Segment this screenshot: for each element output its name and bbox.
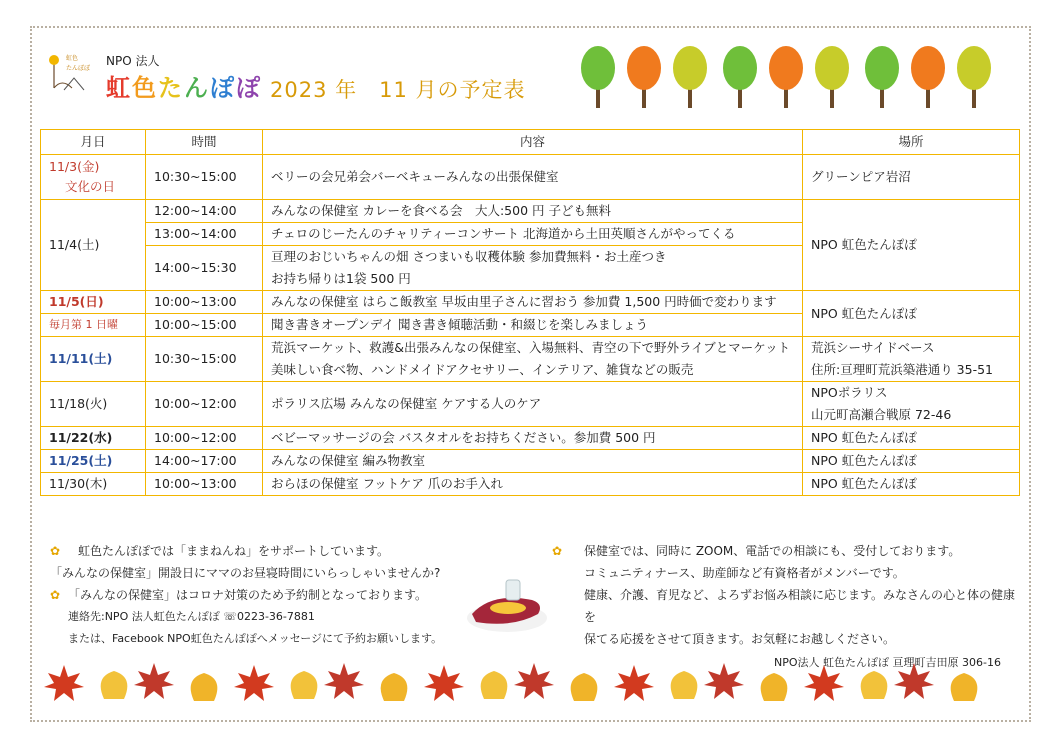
- table-header-row: [41, 130, 1020, 155]
- date-text: 11/3(金): [49, 159, 100, 174]
- date-cell: 11/4(土): [41, 200, 146, 291]
- content-cell: ベビーマッサージの会 バスタオルをお持ちください。参加費 500 円: [263, 427, 803, 450]
- column-header-time: 時間: [146, 130, 263, 155]
- content-cell: チェロのじーたんのチャリティーコンサート 北海道から土田英順さんがやってくる: [263, 223, 803, 246]
- maple-leaf-icon: [44, 665, 84, 701]
- place-cell: NPO 虹色たんぽぽ: [803, 291, 1020, 337]
- date-cell: [41, 155, 146, 200]
- dandelion-logo-icon: [44, 48, 104, 98]
- place-cell: NPO 虹色たんぽぽ: [803, 450, 1020, 473]
- tree-row: [578, 40, 1008, 112]
- note-line: または、Facebook NPO虹色たんぽぽへメッセージにて予約お願いします。: [68, 632, 443, 645]
- tree-icon: [581, 46, 615, 108]
- time-cell: 10:00~12:00: [146, 427, 263, 450]
- content-cell: みんなの保健室 はらこ飯教室 早坂由里子さんに習おう 参加費 1,500 円時価で変わります: [263, 291, 803, 314]
- svg-text:虹色: 虹色: [66, 55, 79, 62]
- org-name-char: ん: [184, 74, 210, 102]
- table-row: [41, 291, 1020, 314]
- content-cell: みんなの保健室 編み物教室: [263, 450, 803, 473]
- flower-bullet-icon: ✿: [50, 588, 61, 602]
- time-cell: 10:00~12:00: [146, 382, 263, 427]
- content-cell: みんなの保健室 カレーを食べる会 大人:500 円 子ども無料: [263, 200, 803, 223]
- svg-text:たんぽぽ: たんぽぽ: [66, 65, 91, 72]
- note-line: ✿ 保健室では、同時に ZOOM、電話での相談にも、受付しております。: [552, 540, 1022, 562]
- place-cell: NPO 虹色たんぽぽ: [803, 200, 1020, 291]
- tree-icon: [627, 46, 661, 108]
- schedule-table: [40, 129, 1020, 496]
- time-cell: 14:00~15:30: [146, 246, 263, 291]
- date-cell: 11/18(火): [41, 382, 146, 427]
- note-line: 保てる応援をさせて頂きます。お気軽にお越しください。: [584, 632, 896, 646]
- place-cell: [803, 337, 1020, 382]
- tree-icon: [865, 46, 899, 108]
- org-name: [106, 68, 262, 103]
- date-subnote: 毎月第 1 日曜: [41, 314, 146, 337]
- content-line: 美味しい食べ物、ハンドメイドアクセサリー、インテリア、雑貨などの販売: [271, 362, 694, 377]
- date-cell: 11/25(土): [41, 450, 146, 473]
- time-cell: 12:00~14:00: [146, 200, 263, 223]
- org-name-char: た: [158, 74, 184, 102]
- notes-left: [50, 540, 460, 650]
- leaf-border: [34, 655, 1024, 711]
- content-cell: ポラリス広場 みんなの保健室 ケアする人のケア: [263, 382, 803, 427]
- tree-icon: [911, 46, 945, 108]
- flower-bullet-icon: ✿: [552, 544, 563, 558]
- place-line: NPOポラリス: [811, 385, 888, 400]
- place-cell: グリーンピア岩沼: [803, 155, 1020, 200]
- content-cell: おらほの保健室 フットケア 爪のお手入れ: [263, 473, 803, 496]
- org-name-char: 虹: [106, 74, 132, 102]
- ginkgo-leaf-icon: [191, 673, 218, 701]
- maple-leaf-icon: [134, 663, 174, 699]
- tree-icon: [769, 46, 803, 108]
- place-line: 荒浜シーサイドベース: [811, 340, 935, 355]
- holiday-text: 文化の日: [65, 179, 116, 194]
- org-name-char: 色: [132, 74, 158, 102]
- tree-icon: [723, 46, 757, 108]
- ginkgo-leaf-icon: [101, 671, 128, 699]
- time-cell: 10:00~15:00: [146, 314, 263, 337]
- page-title: 2023 年 11 月の予定表: [270, 78, 526, 102]
- content-cell: ベリーの会兄弟会バーベキューみんなの出張保健室: [263, 155, 803, 200]
- note-line: コミュニティナース、助産師など有資格者がメンバーです。: [584, 566, 905, 580]
- table-row: [41, 382, 1020, 427]
- note-line: ✿ 「みんなの保健室」はコロナ対策のため予約制となっております。: [50, 584, 460, 606]
- table-row: [41, 200, 1020, 223]
- time-cell: 10:30~15:00: [146, 337, 263, 382]
- org-name-char: ぽ: [210, 74, 236, 102]
- place-line: 住所:亘理町荒浜築港通り 35-51: [811, 362, 994, 377]
- column-header-place: 場所: [803, 130, 1020, 155]
- tree-icon: [957, 46, 991, 108]
- sweet-potato-illustration: [462, 574, 552, 638]
- npo-label: NPO 法人: [106, 54, 160, 68]
- contact-line: 連絡先:NPO 法人虹色たんぽぽ ☏0223-36-7881: [68, 610, 315, 623]
- time-cell: 10:00~13:00: [146, 473, 263, 496]
- date-cell: 11/5(日): [41, 291, 146, 314]
- address-line: NPO法人 虹色たんぽぽ 亘理町吉田原 306-16: [774, 656, 1001, 669]
- place-cell: NPO 虹色たんぽぽ: [803, 427, 1020, 450]
- table-row: [41, 473, 1020, 496]
- time-cell: 14:00~17:00: [146, 450, 263, 473]
- time-cell: 13:00~14:00: [146, 223, 263, 246]
- content-line: お持ち帰りは1袋 500 円: [271, 271, 411, 286]
- place-line: 山元町高瀬合戦原 72-46: [811, 407, 952, 422]
- time-cell: 10:00~13:00: [146, 291, 263, 314]
- place-cell: [803, 382, 1020, 427]
- note-line: 「みんなの保健室」開設日にママのお昼寝時間にいらっしゃいませんか?: [50, 566, 441, 580]
- date-cell: 11/11(土): [41, 337, 146, 382]
- table-row: [41, 337, 1020, 382]
- content-cell: [263, 246, 803, 291]
- time-cell: 10:30~15:00: [146, 155, 263, 200]
- flower-bullet-icon: ✿: [50, 544, 61, 558]
- notes-right: [552, 540, 1022, 674]
- content-cell: 聞き書きオープンデイ 聞き書き傾聴活動・和綴じを楽しみましょう: [263, 314, 803, 337]
- tree-icon: [673, 46, 707, 108]
- column-header-content: 内容: [263, 130, 803, 155]
- note-line: 健康、介護、育児など、よろずお悩み相談に応じます。みなさんの心と体の健康を: [584, 588, 1016, 624]
- place-cell: NPO 虹色たんぽぽ: [803, 473, 1020, 496]
- note-line: ✿ 虹色たんぽぽでは「ままねんね」をサポートしています。: [50, 540, 460, 562]
- content-line: 荒浜マーケット、救護&出張みんなの保健室、入場無料、青空の下で野外ライブとマーケット: [271, 340, 791, 355]
- date-cell: 11/30(木): [41, 473, 146, 496]
- org-name-char: ぽ: [236, 74, 262, 102]
- content-line: 亘理のおじいちゃんの畑 さつまいも収穫体験 参加費無料・お土産つき: [271, 249, 667, 264]
- table-row: [41, 155, 1020, 200]
- column-header-date: 月日: [41, 130, 146, 155]
- table-row: [41, 450, 1020, 473]
- tree-icon: [815, 46, 849, 108]
- content-cell: [263, 337, 803, 382]
- date-cell: 11/22(水): [41, 427, 146, 450]
- table-row: [41, 427, 1020, 450]
